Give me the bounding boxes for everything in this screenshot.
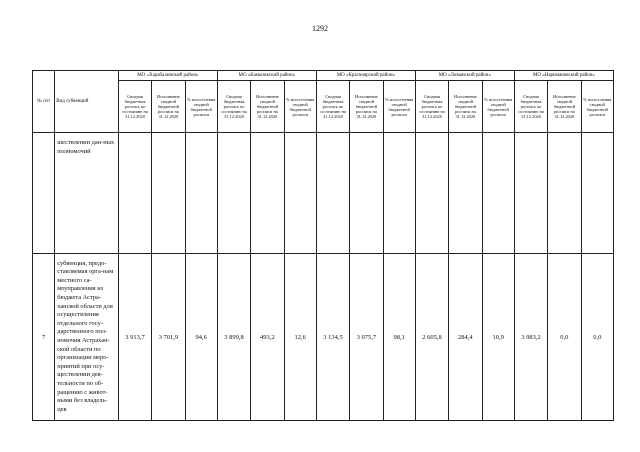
page-number: 1292 xyxy=(312,24,328,33)
subsidy-kind: субвенция, предо-ставляемая орга-нам местного са-моуправления из бюджета Астра-ханской области для осуществления отдельного госу-дарственного пол-номочия Астрахан-ской области по организации меро-приятий при осу-ществлении дея-тельности по об-ращению с живот-ными без владель-цев xyxy=(55,254,119,421)
execution-value: 3 075,7 xyxy=(350,254,383,421)
value-cell xyxy=(383,133,415,254)
col-execution-header: Исполнение сводной бюджетной росписи на 31.12.2020 xyxy=(449,81,482,133)
execution-value: 3 701,9 xyxy=(152,254,185,421)
col-budget-header: Сводная бюджетная роспись по состоянию на 31.12.2020 xyxy=(415,81,448,133)
value-cell xyxy=(185,133,217,254)
budget-value: 3 899,8 xyxy=(217,254,250,421)
value-cell xyxy=(118,133,151,254)
value-cell xyxy=(482,133,514,254)
value-cell xyxy=(251,133,284,254)
district-header: МО «Лиманский район» xyxy=(415,71,514,81)
kind-header: Вид субвенций xyxy=(55,71,119,133)
value-cell xyxy=(581,133,613,254)
header-row-columns xyxy=(33,81,614,133)
percent-value: 94,6 xyxy=(185,254,217,421)
budget-value: 3 134,5 xyxy=(316,254,349,421)
value-cell xyxy=(514,133,547,254)
num-header: № п/п xyxy=(33,71,55,133)
district-header: МО «Красноярский район» xyxy=(316,71,415,81)
row-number xyxy=(33,133,55,254)
value-cell xyxy=(449,133,482,254)
budget-value: 3 913,7 xyxy=(118,254,151,421)
value-cell xyxy=(415,133,448,254)
percent-value: 10,9 xyxy=(482,254,514,421)
col-percent-header: % испол-нения сводной бюджетной росписи xyxy=(383,81,415,133)
col-budget-header: Сводная бюджетная роспись по состоянию на 31.12.2020 xyxy=(514,81,547,133)
col-percent-header: % испол-нения сводной бюджетной росписи xyxy=(284,81,316,133)
col-percent-header: % испол-нения сводной бюджетной росписи xyxy=(185,81,217,133)
subsidy-table xyxy=(32,70,614,421)
col-percent-header: % испол-нения сводной бюджетной росписи xyxy=(581,81,613,133)
row-number: 7 xyxy=(33,254,55,421)
header-row-districts xyxy=(33,71,614,81)
execution-value: 493,2 xyxy=(251,254,284,421)
col-execution-header: Исполнение сводной бюджетной росписи на 31.12.2020 xyxy=(548,81,581,133)
col-execution-header: Исполнение сводной бюджетной росписи на 31.12.2020 xyxy=(251,81,284,133)
value-cell xyxy=(152,133,185,254)
value-cell xyxy=(350,133,383,254)
district-header: МО «Наримановский район» xyxy=(514,71,613,81)
budget-value: 2 605,8 xyxy=(415,254,448,421)
district-header: МО «Камызякский район» xyxy=(217,71,316,81)
col-budget-header: Сводная бюджетная роспись по состоянию на 31.12.2020 xyxy=(118,81,151,133)
table-row xyxy=(33,254,614,421)
table-row xyxy=(33,133,614,254)
budget-value: 3 983,2 xyxy=(514,254,547,421)
subsidy-kind: шествлении дан-ных полномочий xyxy=(55,133,119,254)
col-budget-header: Сводная бюджетная роспись по состоянию на 31.12.2020 xyxy=(217,81,250,133)
col-percent-header: % испол-нения сводной бюджетной росписи xyxy=(482,81,514,133)
value-cell xyxy=(548,133,581,254)
value-cell xyxy=(217,133,250,254)
execution-value: 284,4 xyxy=(449,254,482,421)
execution-value: 0,0 xyxy=(548,254,581,421)
percent-value: 12,6 xyxy=(284,254,316,421)
district-header: МО «Харабалинский район» xyxy=(118,71,217,81)
col-execution-header: Исполнение сводной бюджетной росписи на 31.12.2020 xyxy=(350,81,383,133)
percent-value: 0,0 xyxy=(581,254,613,421)
col-execution-header: Исполнение сводной бюджетной росписи на 31.12.2020 xyxy=(152,81,185,133)
percent-value: 98,1 xyxy=(383,254,415,421)
value-cell xyxy=(284,133,316,254)
col-budget-header: Сводная бюджетная роспись по состоянию на 31.12.2020 xyxy=(316,81,349,133)
value-cell xyxy=(316,133,349,254)
